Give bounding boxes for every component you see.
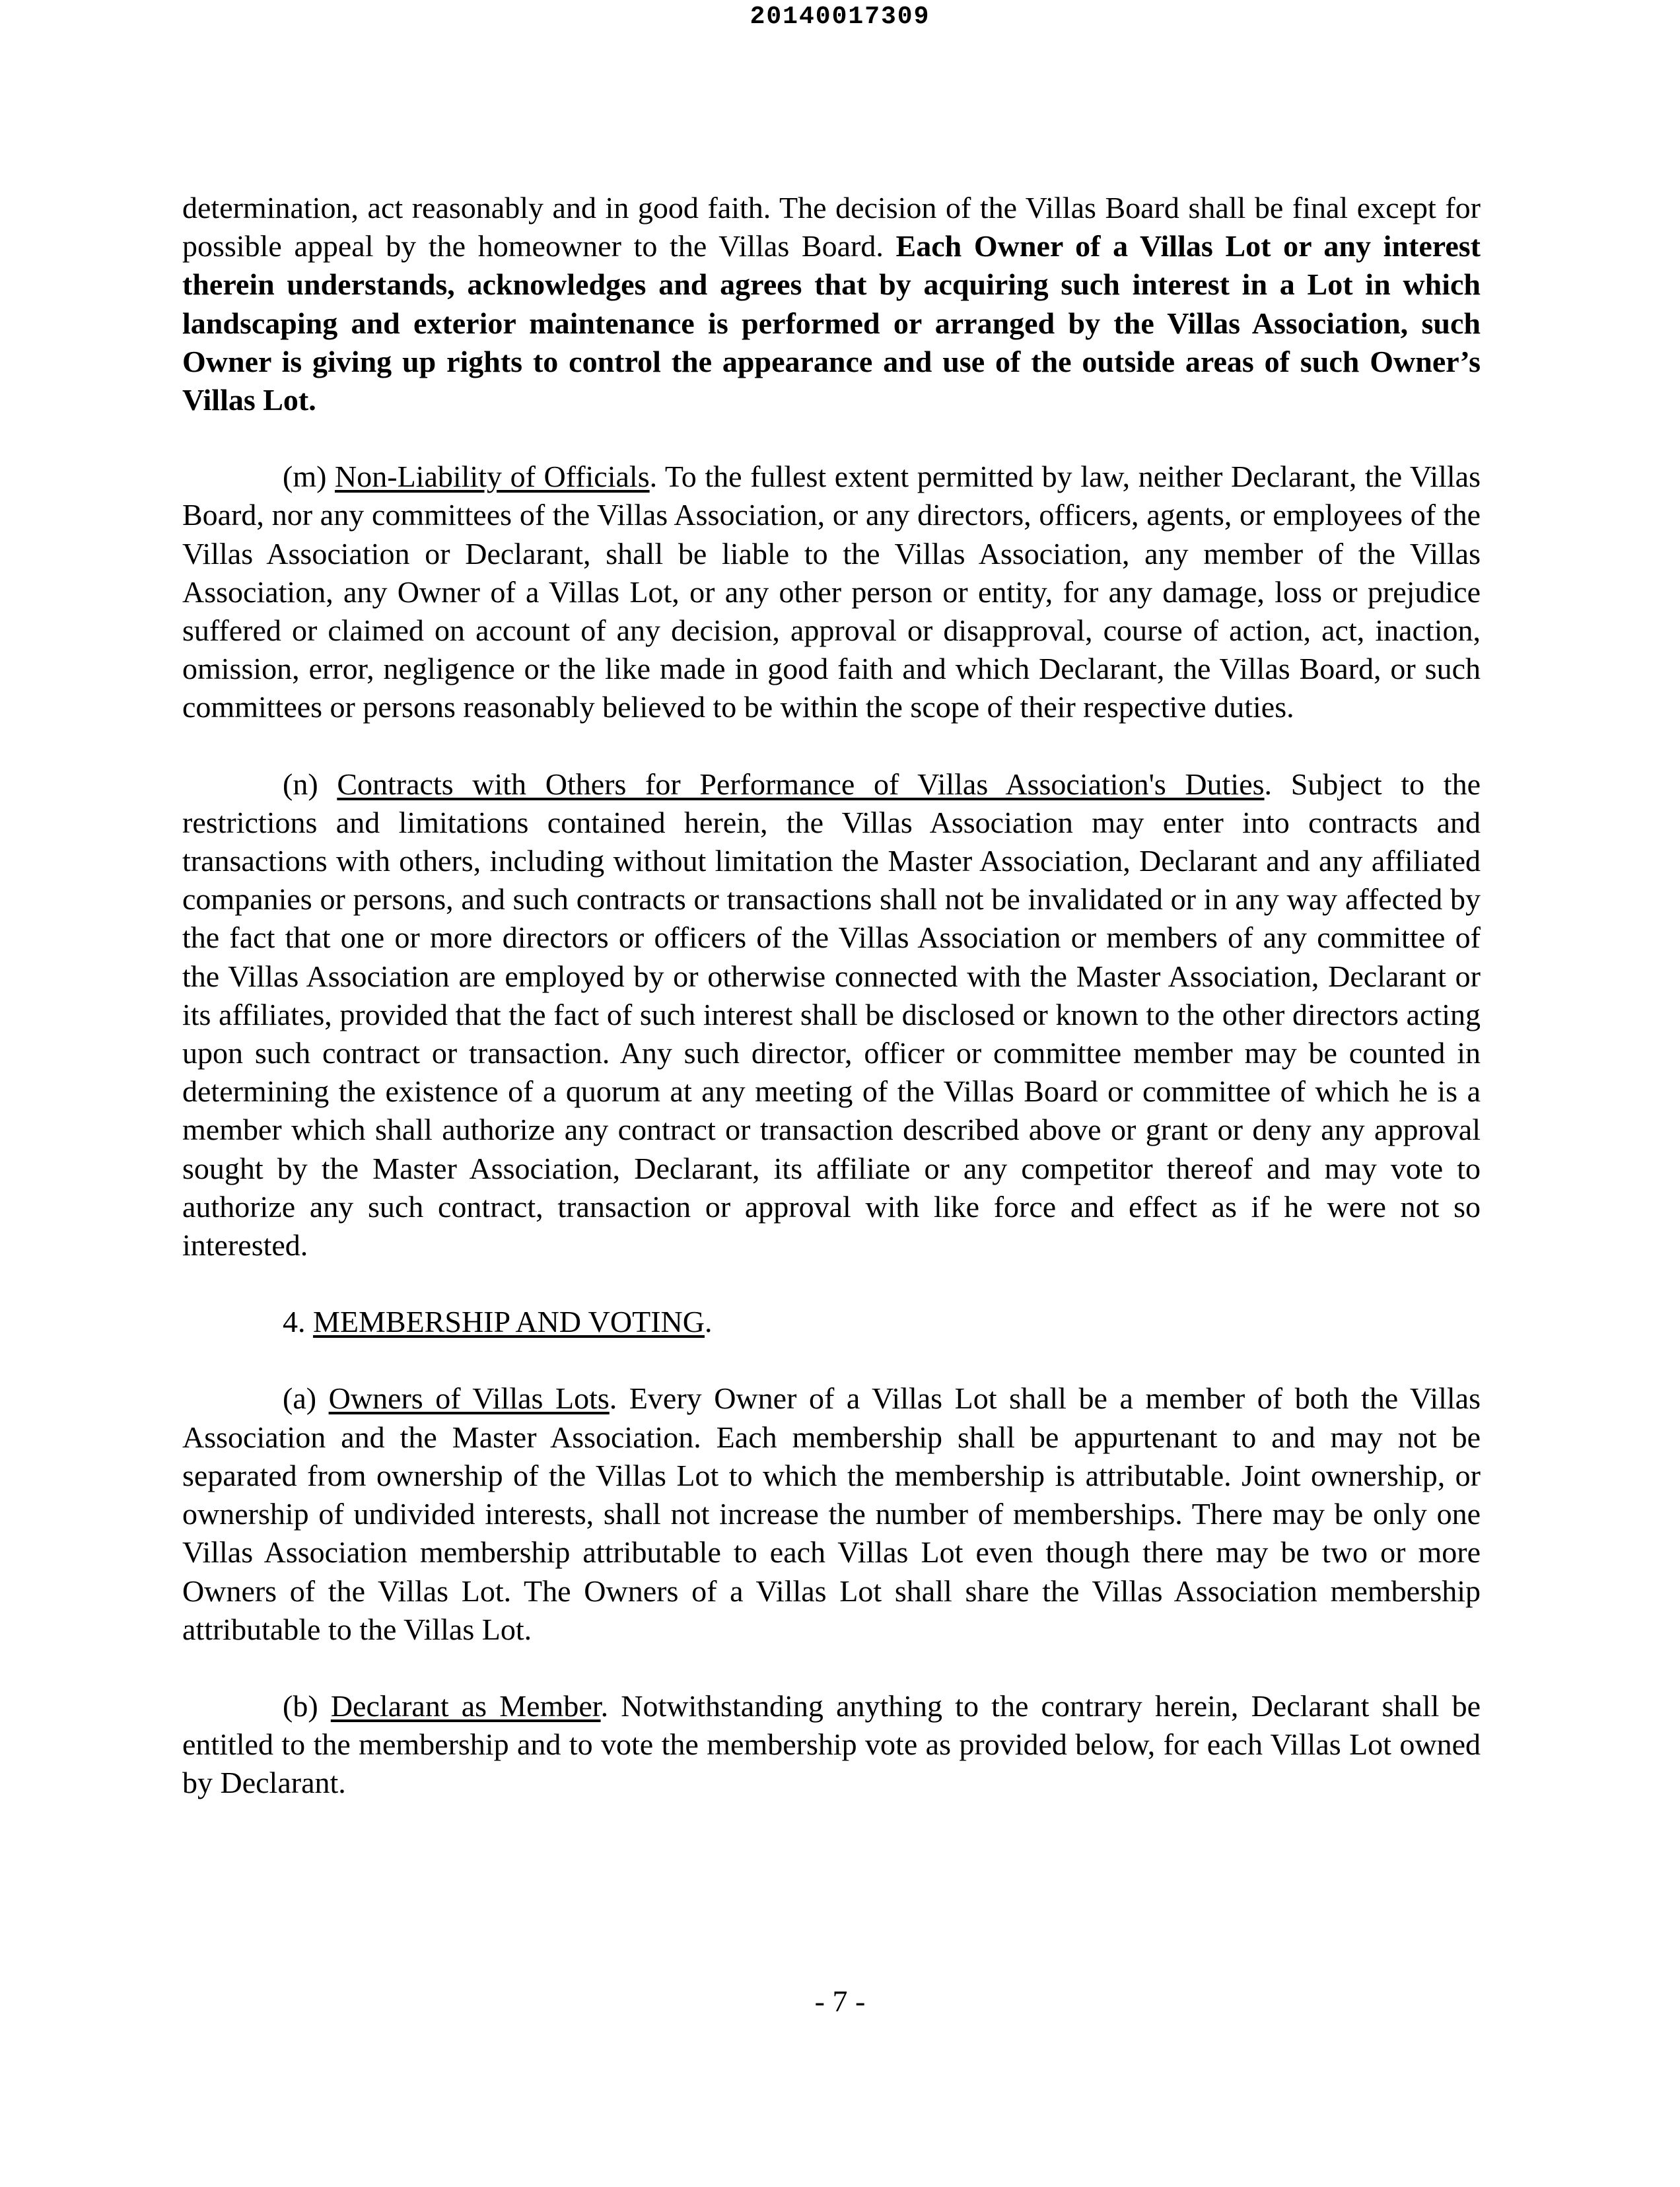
section-4-title: MEMBERSHIP AND VOTING <box>313 1305 705 1339</box>
paragraph-m-heading: Non-Liability of Officials <box>335 460 650 494</box>
paragraph-l-text: determination, act reasonably and in good faith. The decision of the Villas Board shall be final except for possible appeal by the homeowner to the Villas Board. <box>182 191 1481 263</box>
page-number: - 7 - <box>814 1984 866 2018</box>
document-body <box>182 189 1481 1841</box>
paragraph-a <box>182 1379 1481 1648</box>
section-4-number: 4. <box>283 1305 306 1339</box>
document-number: 20140017309 <box>750 3 930 31</box>
paragraph-b-text: . Notwithstanding anything to the contrary herein, Declarant shall be entitled to the membership and to vote the membership vote as provided below, for each Villas Lot owned by Declarant. <box>182 1688 1481 1800</box>
paragraph-a-heading: Owners of Villas Lots <box>328 1381 610 1416</box>
paragraph-n-text: . Subject to the restrictions and limitations contained herein, the Villas Association may enter into contracts and transactions with others, including without limitation the Master Association, Declarant and any affiliated companies or persons, and such contracts or transactions shall not be invalidated or in any way affected by the fact that one or more directors or officers of the Villas Association or members of any committee of the Villas Association are employed by or otherwise connected with the Master Association, Declarant or its affiliates, provided that the fact of such interest shall be disclosed or known to the other directors acting upon such contract or transaction. Any such director, officer or committee member may be counted in determining the existence of a quorum at any meeting of the Villas Board or committee of which he is a member which shall authorize any contract or transaction described above or grant or deny any approval sought by the Master Association, Declarant, its affiliate or any competitor thereof and may vote to authorize any such contract, transaction or approval with like force and effect as if he were not so interested. <box>182 767 1481 1263</box>
section-4-trail: . <box>704 1305 713 1339</box>
paragraph-b-heading: Declarant as Member <box>330 1688 601 1723</box>
paragraph-n <box>182 765 1481 1265</box>
paragraph-b-label: (b) <box>283 1688 318 1723</box>
paragraph-l-bold-text: Each Owner of a Villas Lot or any interest therein understands, acknowledges and agrees that by acquiring such interest in a Lot in which landscaping and exterior maintenance is performed or arranged by the Villas Association, such Owner is giving up rights to control the appearance and use of the outside areas of such Owner’s Villas Lot. <box>182 229 1481 417</box>
paragraph-m-label: (m) <box>283 460 327 494</box>
paragraph-m-text: . To the fullest extent permitted by law, neither Declarant, the Villas Board, nor any committees of the Villas Association, or any directors, officers, agents, or employees of the Villas Association or Declarant, shall be liable to the Villas Association, any member of the Villas Association, any Owner of a Villas Lot, or any other person or entity, for any damage, loss or prejudice suffered or claimed on account of any decision, approval or disapproval, course of action, act, inaction, omission, error, negligence or the like made in good faith and which Declarant, the Villas Board, or such committees or persons reasonably believed to be within the scope of their respective duties. <box>182 460 1481 724</box>
paragraph-a-label: (a) <box>283 1381 317 1416</box>
paragraph-n-label: (n) <box>283 767 318 801</box>
paragraph-m <box>182 458 1481 726</box>
section-4-heading <box>182 1303 1481 1341</box>
paragraph-b <box>182 1687 1481 1803</box>
paragraph-l <box>182 189 1481 419</box>
paragraph-a-text: . Every Owner of a Villas Lot shall be a member of both the Villas Association and the Master Association. Each membership shall be appurtenant to and may not be separated from ownership of the Villas Lot to which the membership is attributable. Joint ownership, or ownership of undivided interests, shall not increase the number of memberships. There may be only one Villas Association membership attributable to each Villas Lot even though there may be two or more Owners of the Villas Lot. The Owners of a Villas Lot shall share the Villas Association membership attributable to the Villas Lot. <box>182 1381 1481 1646</box>
paragraph-n-heading: Contracts with Others for Performance of Villas Association's Duties <box>337 767 1265 801</box>
